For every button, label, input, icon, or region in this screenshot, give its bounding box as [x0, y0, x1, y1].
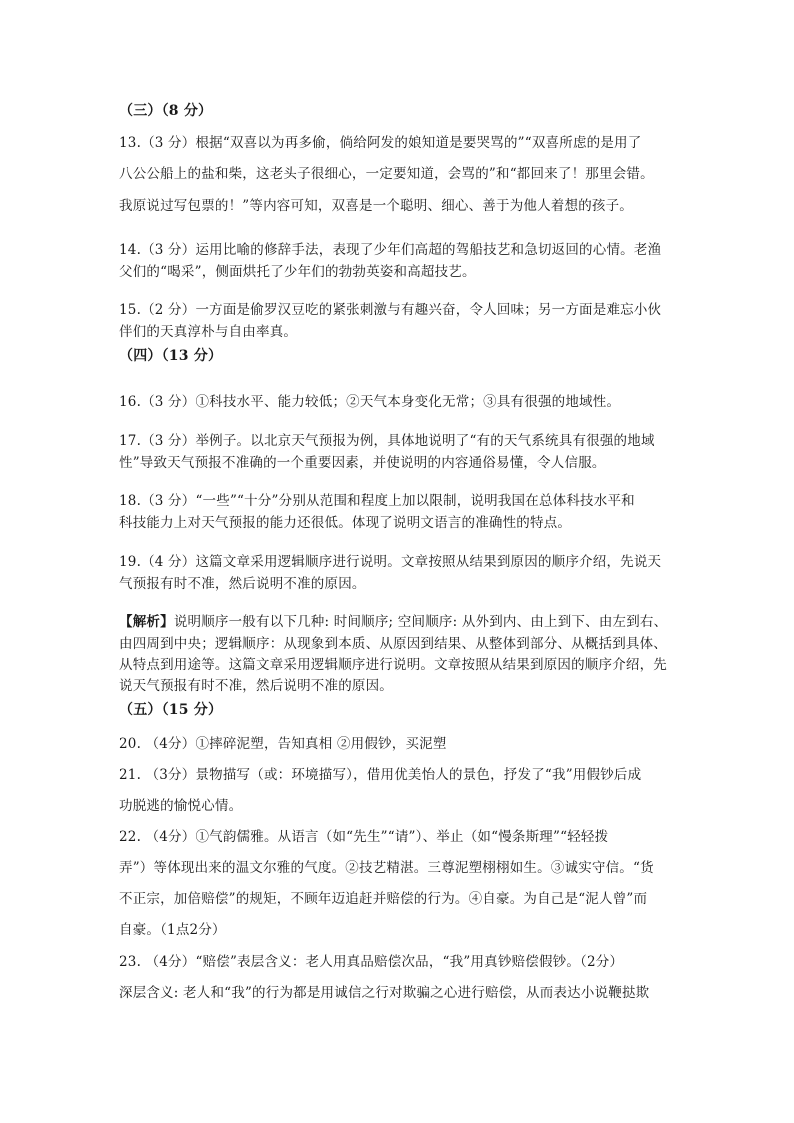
- answer-14-line-1: 14.（3 分）运用比喻的修辞手法，表现了少年们高超的驾船技艺和急切返回的心情。老渔: [119, 242, 662, 258]
- answer-22-line-2: 弄”）等体现出来的温文尔雅的气度。②技艺精湛。三尊泥塑栩栩如生。③诚实守信。“货: [119, 860, 654, 876]
- answer-20-line-1: 20. （4分）①摔碎泥塑，告知真相 ②用假钞，买泥塑: [119, 736, 447, 752]
- analysis-text-1: 说明顺序一般有以下几种: 时间顺序; 空间顺序: 从外到内、由上到下、由左到右、: [173, 614, 668, 630]
- section-5-heading: （五）（15 分）: [119, 702, 223, 718]
- analysis-label: 【解析】: [119, 614, 174, 630]
- section-4-heading: （四）（13 分）: [119, 348, 223, 364]
- answer-19-line-1: 19.（4 分）这篇文章采用逻辑顺序进行说明。文章按照从结果到原因的顺序介绍，先说天: [119, 554, 662, 570]
- section-3-heading: （三）（8 分）: [119, 103, 213, 119]
- answer-18-line-2: 科技能力上对天气预报的能力还很低。体现了说明文语言的准确性的特点。: [119, 515, 572, 531]
- answer-23-line-2: 深层含义: 老人和“我”的行为都是用诚信之行对欺骗之心进行赔偿，从而表达小说鞭挞欺: [119, 985, 650, 1001]
- answer-13-line-2: 八公公船上的盐和柴，这老头子很细心，一定要知道，会骂的”和“都回来了！那里会错。: [119, 166, 654, 182]
- answer-21-line-2: 功脱逃的愉悦心情。: [119, 798, 243, 814]
- answer-16-line-1: 16.（3 分）①科技水平、能力较低；②天气本身变化无常；③具有很强的地域性。: [119, 394, 621, 410]
- answer-21-line-1: 21. （3分）景物描写（或：环境描写），借用优美怡人的景色，抒发了“我”用假钞后成: [119, 767, 642, 783]
- answer-23-line-1: 23. （4分）“赔偿”表层含义：老人用真品赔偿次品，“我”用真钞赔偿假钞。（2分）: [119, 954, 624, 970]
- answer-22-line-3: 不正宗，加倍赔偿”的规矩，不顾年迈追赶并赔偿的行为。④自豪。为自己是“泥人曾”而: [119, 891, 648, 907]
- analysis-line-1: [119, 612, 689, 632]
- answer-17-line-1: 17.（3 分）举例子。以北京天气预报为例，具体地说明了“有的天气系统具有很强的地域: [119, 433, 655, 449]
- answer-22-line-4: 自豪。（1点2分）: [119, 922, 226, 938]
- answer-17-line-2: 性”导致天气预报不准确的一个重要因素，并使说明的内容通俗易懂，令人信服。: [119, 455, 606, 471]
- analysis-line-3: 从特点到用途等。这篇文章采用逻辑顺序进行说明。文章按照从结果到原因的顺序介绍，先: [119, 657, 667, 673]
- answer-13-line-3: 我原说过写包票的！”等内容可知，双喜是一个聪明、细心、善于为他人着想的孩子。: [119, 198, 634, 214]
- analysis-line-2: 由四周到中央；逻辑顺序：从现象到本质、从原因到结果、从整体到部分、从概括到具体、: [119, 636, 667, 652]
- answer-22-line-1: 22. （4分）①气韵儒雅。从语言（如“先生”“请”）、举止（如“慢条斯理”“轻轻拨: [119, 829, 609, 845]
- answer-18-line-1: 18.（3 分）“一些”“十分”分别从范围和程度上加以限制，说明我国在总体科技水平和: [119, 493, 635, 509]
- answer-14-line-2: 父们的“喝采”，侧面烘托了少年们的勃勃英姿和高超技艺。: [119, 264, 476, 280]
- answer-15-line-2: 伴们的天真淳朴与自由率真。: [119, 324, 298, 340]
- answer-15-line-1: 15.（2 分）一方面是偷罗汉豆吃的紧张刺激与有趣兴奋，令人回味；另一方面是难忘小伙: [119, 302, 662, 318]
- answer-13-line-1: 13.（3 分）根据“双喜以为再多偷，倘给阿发的娘知道是要哭骂的”“双喜所虑的是用了: [119, 135, 642, 151]
- analysis-line-4: 说天气预报有时不准，然后说明不准的原因。: [119, 678, 393, 694]
- answer-19-line-2: 气预报有时不准，然后说明不准的原因。: [119, 576, 366, 592]
